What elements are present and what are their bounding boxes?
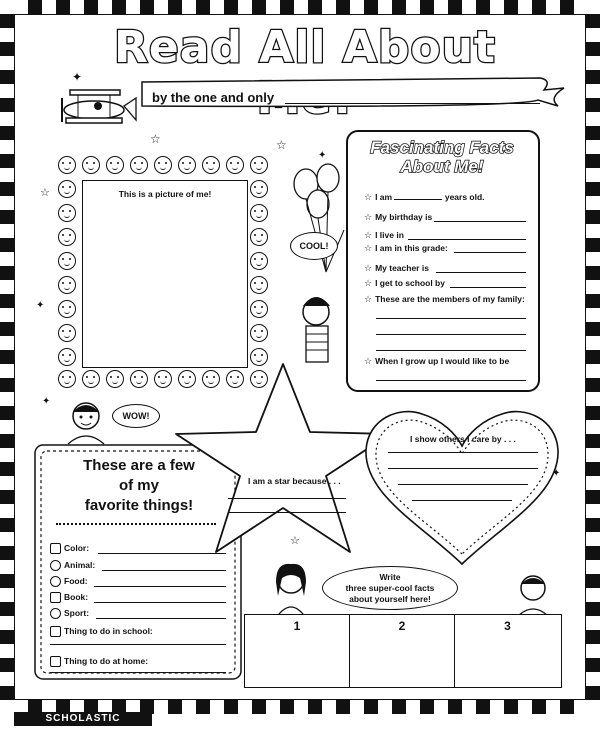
fact-label: I am: [375, 192, 393, 202]
child-face-icon: [130, 370, 148, 388]
child-face-icon: [130, 156, 148, 174]
fav-food-field[interactable]: [94, 586, 226, 587]
fact-suffix: years old.: [444, 192, 485, 202]
fav-school-field[interactable]: [50, 644, 226, 645]
heart-field-2[interactable]: [388, 468, 538, 469]
child-face-icon: [250, 228, 268, 246]
heart-field-3[interactable]: [398, 484, 528, 485]
child-face-icon: [58, 228, 76, 246]
child-face-icon: [226, 156, 244, 174]
school-travel-field[interactable]: [450, 287, 526, 288]
fact-age: [364, 192, 485, 203]
fav-sport: [50, 608, 89, 619]
child-face-icon: [58, 204, 76, 222]
fav-label: Sport:: [64, 608, 90, 618]
heart-shape: [360, 404, 564, 568]
sparkle-icon: ☆: [276, 138, 287, 152]
fav-sport-field[interactable]: [96, 618, 226, 619]
star-icon: ☆: [364, 263, 373, 273]
crayon-icon: [50, 543, 61, 554]
publisher-logo: SCHOLASTIC: [14, 712, 152, 726]
checker-border-right: [586, 0, 600, 714]
child-face-icon: [250, 252, 268, 270]
page-title: Read All About: [114, 22, 496, 73]
fact-birthday: [364, 212, 432, 223]
photo-label: This is a picture of me!: [118, 189, 212, 199]
boy-2-illustration: [510, 570, 556, 618]
star-label: I am a star because . . .: [248, 476, 341, 486]
fact-label: My teacher is: [375, 263, 429, 273]
fav-label: Thing to do in school:: [64, 626, 153, 636]
live-in-field[interactable]: [408, 239, 526, 240]
fav-home-thing: [50, 656, 148, 667]
fav-label: Thing to do at home:: [64, 656, 149, 666]
child-face-icon: [250, 324, 268, 342]
name-line[interactable]: [285, 103, 540, 104]
fav-label: Animal:: [64, 560, 96, 570]
star-field-2[interactable]: [228, 512, 346, 513]
star-icon: ☆: [364, 192, 373, 202]
child-face-icon: [82, 370, 100, 388]
girl-illustration: [266, 560, 316, 618]
three-facts-box: [244, 614, 562, 688]
facts-title: [362, 138, 522, 176]
star-icon: ☆: [364, 294, 373, 304]
child-face-icon: [202, 156, 220, 174]
photo-box[interactable]: [82, 180, 248, 368]
boy-illustration: [60, 398, 112, 446]
child-face-icon: [58, 276, 76, 294]
fact-label: I live in: [375, 230, 404, 240]
fact-grade: [364, 243, 448, 254]
star-icon: ☆: [364, 230, 373, 240]
write-facts-bubble: [322, 566, 458, 610]
child-face-icon: [250, 300, 268, 318]
checker-border-left: [0, 0, 14, 714]
heart-field-1[interactable]: [388, 452, 538, 453]
child-face-icon: [154, 156, 172, 174]
fact-label: My birthday is: [375, 212, 433, 222]
child-face-icon: [82, 156, 100, 174]
fact-family: [364, 294, 525, 305]
child-face-icon: [58, 300, 76, 318]
write-bubble-line3: about yourself here!: [349, 593, 431, 604]
star-icon: ☆: [364, 278, 373, 288]
fav-home-field[interactable]: [50, 672, 226, 673]
sparkle-icon: ✦: [36, 300, 45, 311]
child-face-icon: [178, 156, 196, 174]
grow-up-field[interactable]: [376, 380, 526, 381]
airplane-icon: [46, 76, 142, 136]
sparkle-icon: ✦: [42, 396, 51, 407]
facts-title-line1: Fascinating Facts: [370, 138, 514, 157]
wow-bubble: WOW!: [112, 404, 160, 428]
sparkle-icon: ☆: [290, 535, 300, 547]
fav-color: [50, 543, 89, 554]
house-icon: [50, 656, 61, 667]
child-face-icon: [250, 204, 268, 222]
child-face-icon: [250, 180, 268, 198]
family-field-3[interactable]: [376, 350, 526, 351]
grade-field[interactable]: [454, 252, 526, 253]
fact-number: 2: [398, 619, 406, 633]
fact-column-2[interactable]: [350, 615, 455, 687]
star-icon: ☆: [364, 243, 373, 253]
fav-animal: [50, 560, 95, 571]
fact-teacher: [364, 263, 429, 274]
child-face-icon: [106, 370, 124, 388]
fav-school-thing: [50, 626, 153, 637]
fact-label: I am in this grade:: [375, 243, 448, 253]
facts-title-line2: About Me!: [400, 157, 484, 176]
child-face-icon: [250, 276, 268, 294]
fav-label: Color:: [64, 543, 90, 553]
sparkle-icon: ✦: [318, 150, 327, 161]
child-face-icon: [58, 370, 76, 388]
birthday-field[interactable]: [434, 221, 526, 222]
child-face-icon: [58, 180, 76, 198]
fav-label: Food:: [64, 576, 88, 586]
child-face-icon: [58, 324, 76, 342]
sparkle-icon: ☆: [40, 187, 50, 199]
star-icon: ☆: [364, 356, 373, 366]
favorites-title-line1: These are a few: [83, 457, 195, 474]
age-field[interactable]: [394, 199, 442, 200]
star-icon: ☆: [364, 212, 373, 222]
favorites-title-line3: favorite things!: [84, 497, 194, 514]
write-bubble-line2: three super-cool facts: [345, 582, 435, 593]
fav-animal-field[interactable]: [102, 570, 226, 571]
school-icon: [50, 626, 61, 637]
favorites-title-line2: of my: [118, 477, 159, 494]
apple-icon: [50, 576, 61, 587]
fav-book-field[interactable]: [94, 602, 226, 603]
sparkle-icon: ✦: [552, 468, 561, 479]
teacher-field[interactable]: [436, 272, 526, 273]
family-field-2[interactable]: [376, 334, 526, 335]
fact-column-1[interactable]: [245, 615, 350, 687]
paw-icon: [50, 560, 61, 571]
heart-label: I show others I care by . . .: [410, 434, 516, 444]
fav-label: Book:: [64, 592, 89, 602]
fact-live-in: [364, 230, 404, 241]
sparkle-icon: ☆: [150, 132, 161, 146]
fact-label: When I grow up I would like to be: [375, 356, 510, 366]
fav-food: [50, 576, 88, 587]
child-face-icon: [58, 348, 76, 366]
fav-book: [50, 592, 88, 603]
checker-border-top: [0, 0, 600, 14]
fact-label: These are the members of my family:: [375, 294, 525, 304]
child-face-icon: [106, 156, 124, 174]
fact-school-travel: [364, 278, 445, 289]
fact-number: 3: [504, 619, 511, 633]
fact-number: 1: [293, 619, 301, 633]
ball-icon: [50, 608, 61, 619]
cool-bubble: COOL!: [290, 232, 338, 260]
child-face-icon: [58, 156, 76, 174]
heart-field-4[interactable]: [412, 500, 512, 501]
star-field-1[interactable]: [228, 498, 346, 499]
child-face-icon: [250, 156, 268, 174]
child-face-icon: [58, 252, 76, 270]
book-icon: [50, 592, 61, 603]
write-bubble-line1: Write: [379, 571, 401, 582]
banner-label: by the one and only: [152, 90, 275, 105]
fact-column-3[interactable]: [455, 615, 560, 687]
family-field-1[interactable]: [376, 318, 526, 319]
sparkle-icon: ✦: [72, 70, 83, 84]
fact-label: I get to school by: [375, 278, 445, 288]
